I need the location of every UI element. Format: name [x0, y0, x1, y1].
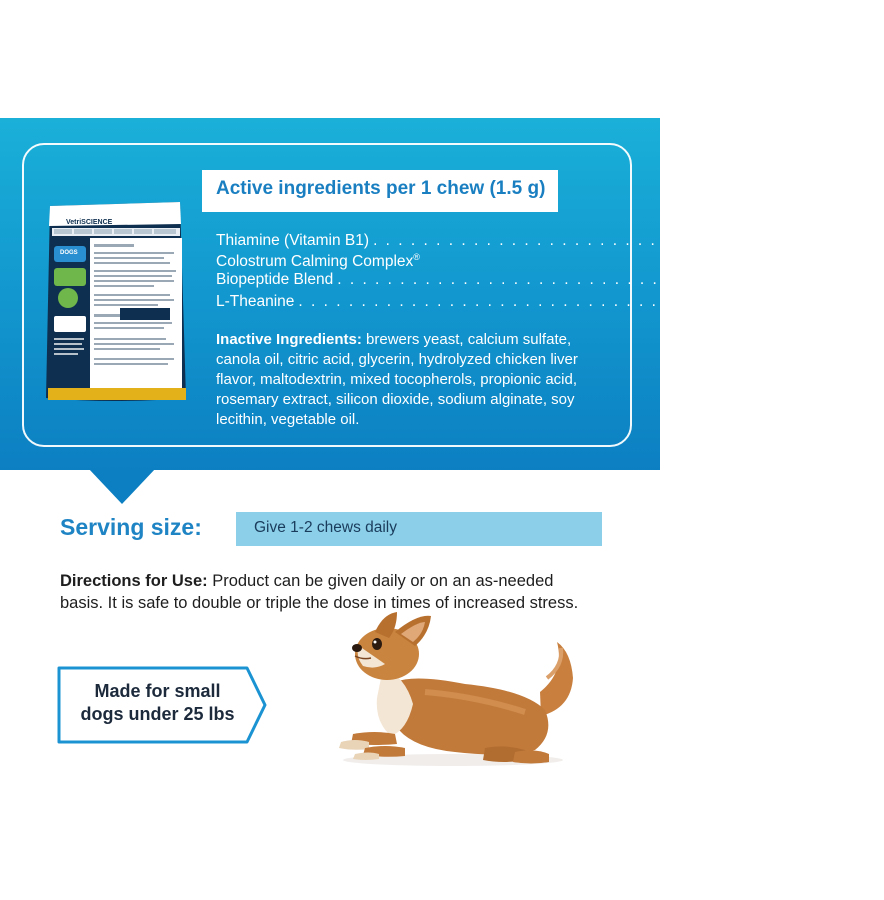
- ingredient-row-theanine: [216, 293, 884, 311]
- leader-dots: . . . . . . . . . . . . . . . . . . . . . . . . . . . . . . . . . . . . .: [373, 232, 834, 249]
- ingredient-amount: 11 mg: [801, 271, 846, 289]
- panel-title: Active ingredients per 1 chew (1.5 g): [216, 178, 546, 199]
- callout-line1: Made for small: [94, 681, 221, 701]
- ingredient-name: Thiamine (Vitamin B1): [216, 232, 370, 249]
- product-bag-badge: DOGS: [60, 250, 78, 256]
- leader-dots: . . . . . . . . . . . . . . . . . . . . . . . . . . . . . . . . . . . . . . . . . .: [298, 293, 822, 310]
- ingredient-name-line2: Biopeptide Blend: [216, 271, 334, 289]
- ingredient-row-thiamine: [216, 232, 883, 250]
- band-pointer-arrow: [88, 468, 156, 504]
- inactive-text: brewers yeast, calcium sulfate, canola oil, citric acid, glycerin, hydrolyzed chicken liver flavor, maltodextrin, mixed tocopherols, propionic acid, rosemary extract, silicon dioxide, sodium alginate, soy lecithin, vegetable oil.: [216, 331, 578, 428]
- directions-for-use: [60, 570, 600, 614]
- ingredient-amount: 10.5 mg: [825, 293, 884, 310]
- inactive-label: Inactive Ingredients:: [216, 331, 362, 348]
- directions-label: Directions for Use:: [60, 572, 208, 590]
- serving-size-label: Serving size:: [60, 514, 202, 540]
- inactive-ingredients: [216, 330, 616, 430]
- product-bag-brand: VetriSCIENCE: [66, 219, 113, 226]
- callout-text: [70, 680, 245, 726]
- registered-mark: ®: [413, 252, 420, 262]
- directions-text: Product can be given daily or on an as-needed basis. It is safe to double or triple the dose in times of increased stress.: [60, 572, 579, 612]
- chihuahua-dog-image: [335, 612, 580, 770]
- leader-dots: . . . . . . . . . . . . . . . . . . . . . . . . . . . . . . . . . . . . .: [337, 271, 798, 289]
- ingredient-name-line1: Colostrum Calming Complex: [216, 253, 414, 271]
- serving-size-value: Give 1-2 chews daily: [254, 519, 398, 536]
- callout-line2: dogs under 25 lbs: [80, 704, 235, 724]
- product-bag-image: [40, 198, 190, 406]
- ingredient-name: L-Theanine: [216, 293, 295, 310]
- ingredient-amount: 67 mg: [837, 232, 883, 249]
- ingredient-row-colostrum: [216, 252, 846, 289]
